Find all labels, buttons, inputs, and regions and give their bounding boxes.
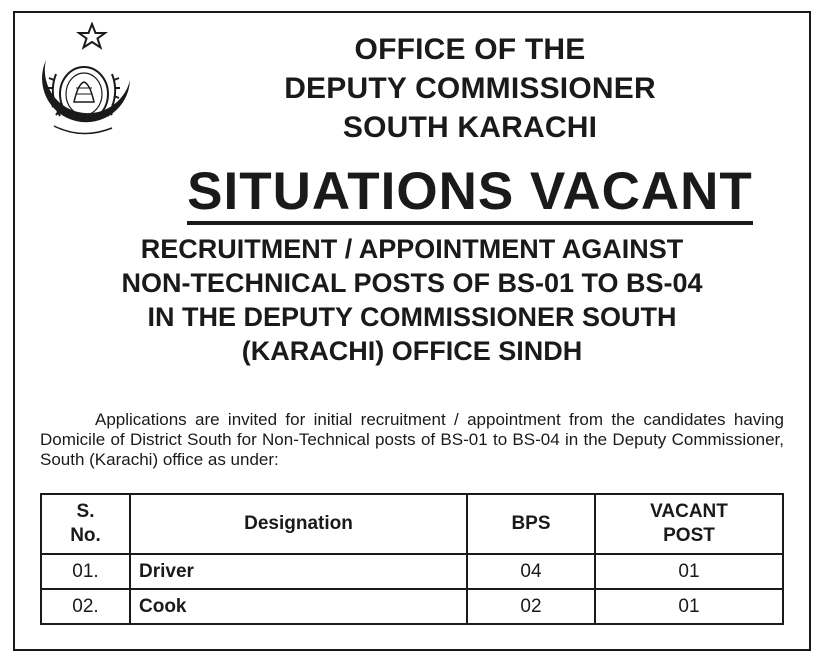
header-sno-line-1: S. [76,501,95,522]
cell-vacant: 01 [595,589,783,624]
seal-emblem-icon [26,22,138,144]
subtitle-line-1: RECRUITMENT / APPOINTMENT AGAINST [140,234,684,264]
sindh-government-seal [26,22,138,144]
header-vacant-line-2: POST [663,525,715,546]
header-vacant-line-1: VACANT [650,501,728,522]
header-designation: Designation [130,494,467,554]
office-title-line-2: DEPUTY COMMISSIONER [284,72,656,105]
cell-designation: Driver [130,554,467,589]
office-title [150,30,790,147]
header-sno-line-2: No. [70,525,101,546]
header-vacant-post [595,494,783,554]
vacancy-table [40,493,784,625]
cell-sno: 02. [41,589,130,624]
cell-bps: 02 [467,589,595,624]
headline-text: SITUATIONS VACANT [187,162,753,225]
cell-vacant: 01 [595,554,783,589]
cell-designation: Cook [130,589,467,624]
office-title-line-3: SOUTH KARACHI [342,111,598,144]
subtitle-line-4: (KARACHI) OFFICE SINDH [241,336,583,366]
table-row [41,589,783,624]
cell-sno: 01. [41,554,130,589]
subtitle-line-2: NON-TECHNICAL POSTS OF BS-01 TO BS-04 [121,268,703,298]
recruitment-subtitle [30,232,794,368]
table-header-row [41,494,783,554]
cell-bps: 04 [467,554,595,589]
intro-paragraph: Applications are invited for initial recruitment / appointment from the candidates having Domicile of District South for Non-Technical posts of BS-01 to BS-04 in the Deputy Commissioner, South (Karachi) office as under: [40,410,784,469]
subtitle-line-3: IN THE DEPUTY COMMISSIONER SOUTH [147,302,677,332]
table-row [41,554,783,589]
office-title-line-1: OFFICE OF THE [354,33,586,66]
situations-vacant-heading [150,162,790,222]
header-bps: BPS [467,494,595,554]
header-sno [41,494,130,554]
